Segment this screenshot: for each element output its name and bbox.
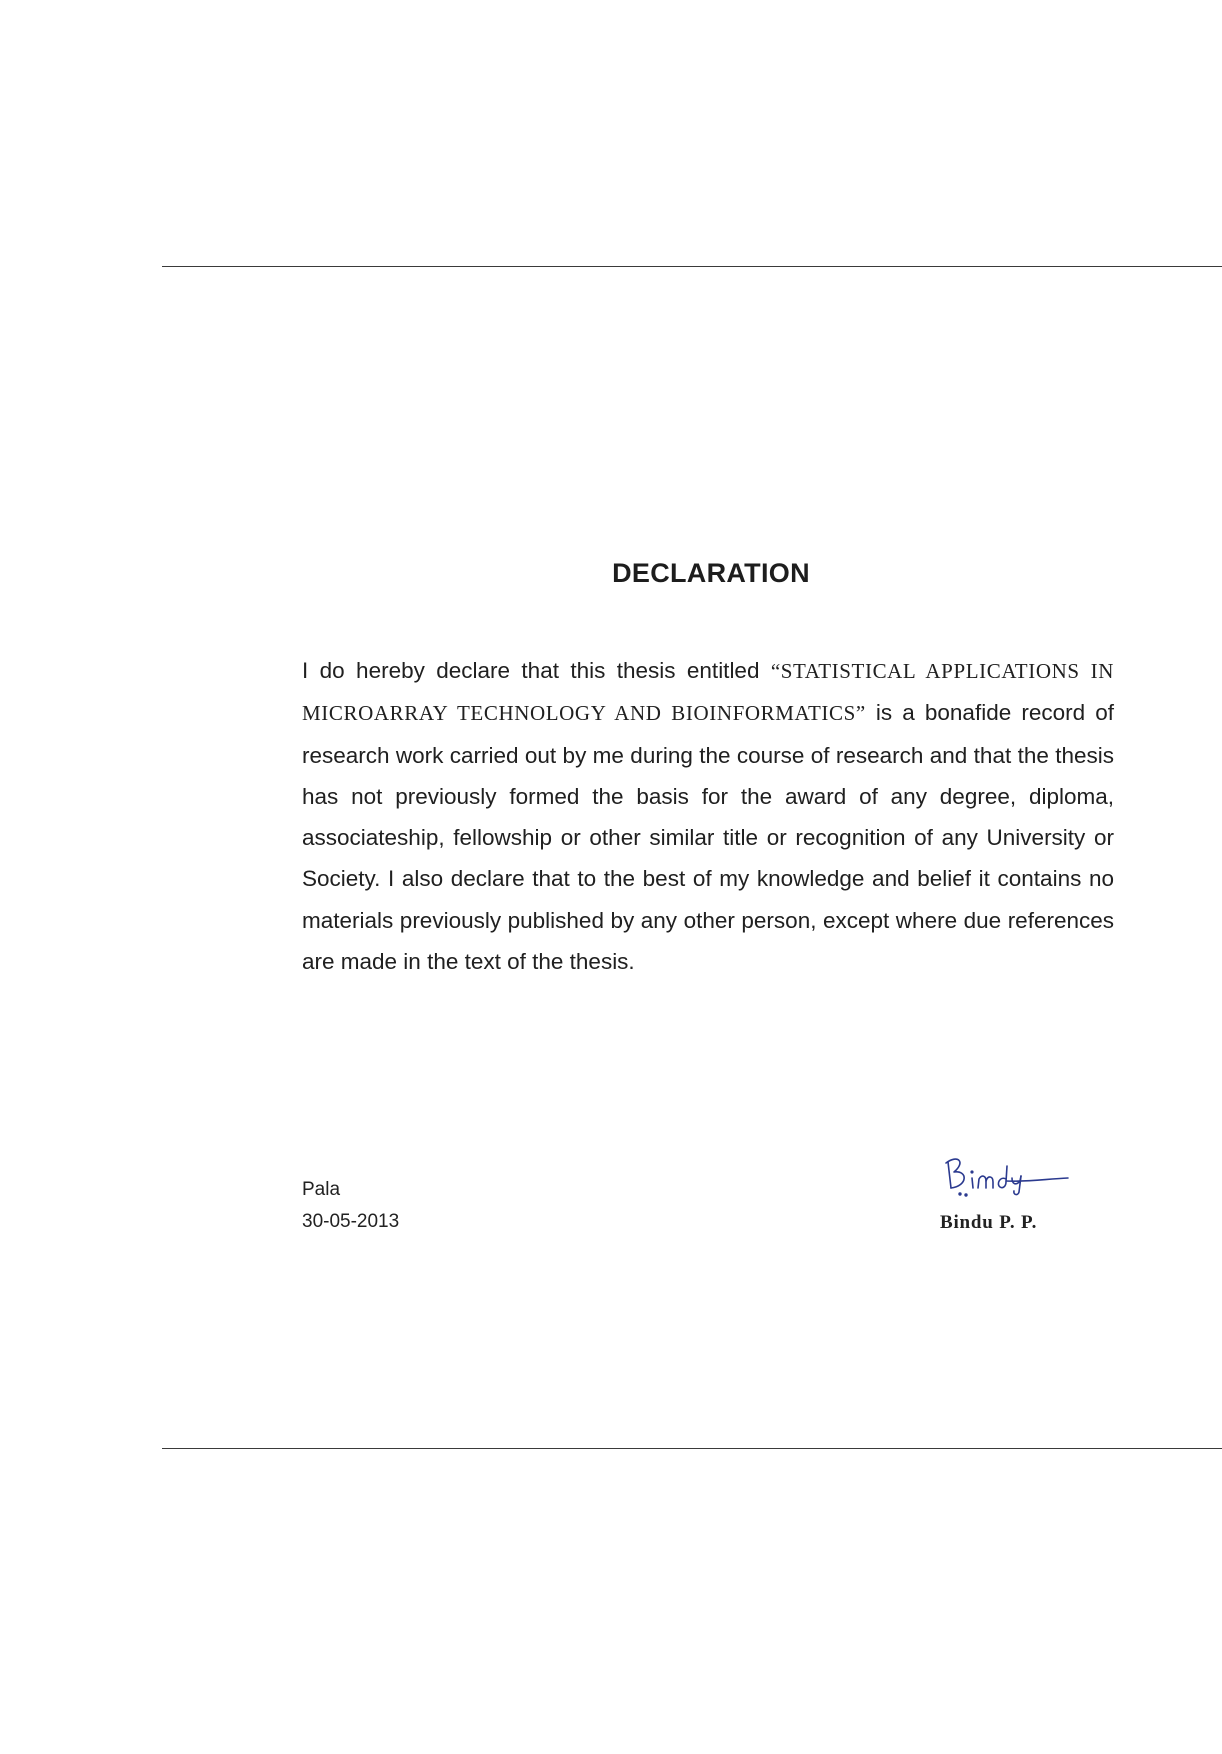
thesis-title: “STATISTICAL APPLICATIONS IN MICROARRAY TECHNOLOGY AND BIOINFORMATICS”	[302, 659, 1114, 726]
handwritten-signature	[940, 1148, 1075, 1198]
place: Pala	[302, 1179, 341, 1200]
declaration-intro: I do hereby declare that this thesis entitled	[302, 658, 771, 683]
top-rule	[162, 266, 1222, 267]
page-title: DECLARATION	[612, 558, 810, 588]
signer-name: Bindu P. P.	[940, 1212, 1038, 1233]
declaration-rest: is a bonafide record of research work carried out by me during the course of research and that the thesis has not previously formed the basis for the award of any degree, diploma, associateship, fellowship or other similar title or recognition of any University or Society. I also declare that to the best of my knowledge and belief it contains no materials previously published by any other person, except where due references are made in the text of the thesis.	[302, 700, 1114, 975]
declaration-body	[302, 650, 1114, 982]
date: 30-05-2013	[302, 1211, 400, 1232]
bottom-rule	[162, 1448, 1222, 1449]
